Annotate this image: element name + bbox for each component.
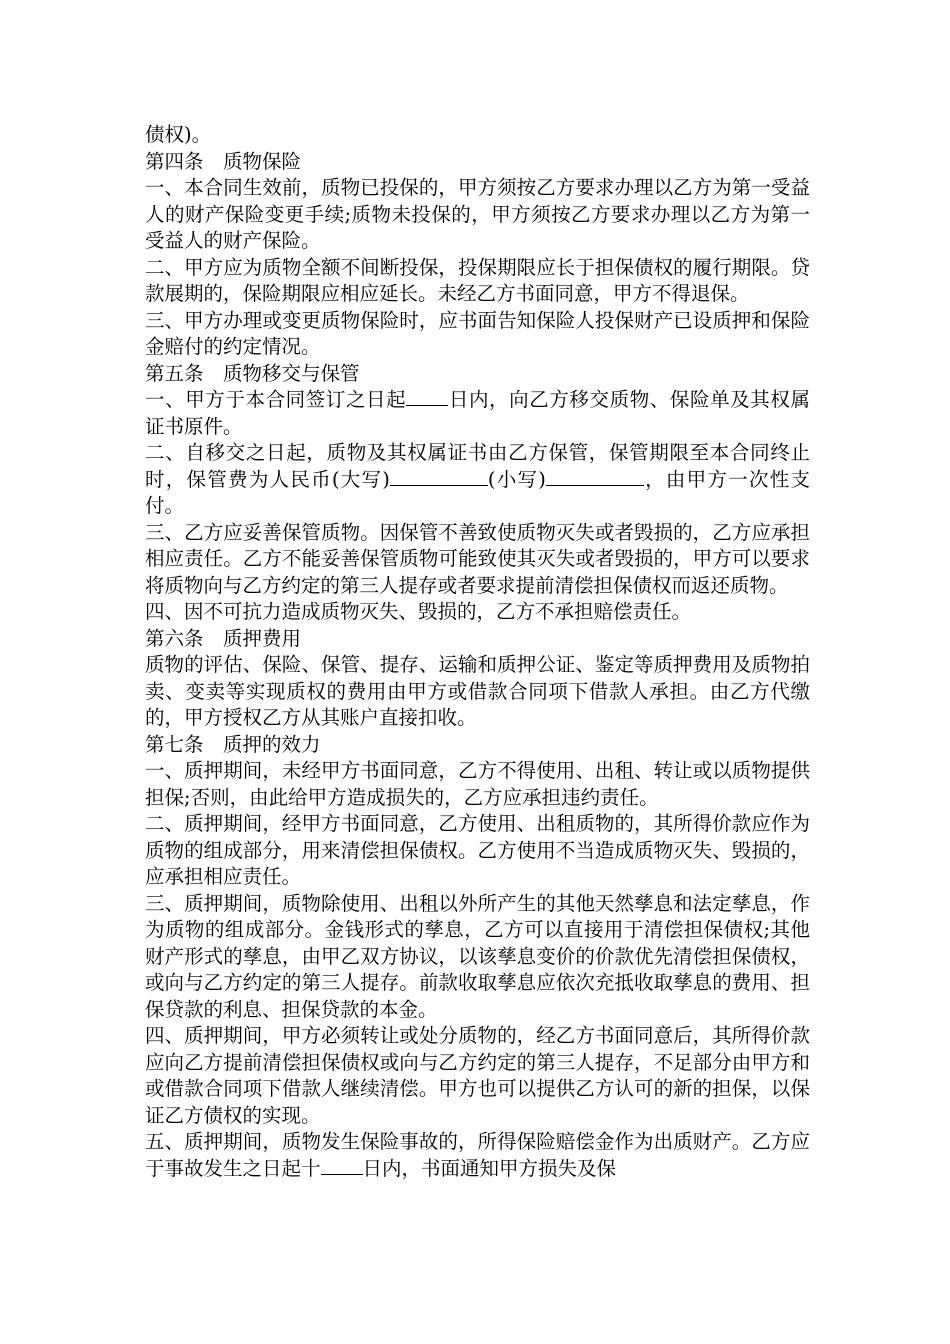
clause-text: (小写): [487, 467, 546, 491]
article-5-clause-3: 三、乙方应妥善保管质物。因保管不善致使质物灭失或者毁损的，乙方应承担相应责任。乙方不能妥善保管质物可能致使其灭失或者毁损的，甲方可以要求将质物向与乙方约定的第三人提存或者要求提前清偿担保债权而返还质物。: [145, 520, 810, 597]
article-5-clause-1: [145, 387, 810, 440]
article-7-clause-3: 三、质押期间，质物除使用、出租以外所产生的其他天然孳息和法定孳息，作为质物的组成部分。金钱形式的孳息，乙方可以直接用于清偿担保债权;其他财产形式的孳息，由甲乙双方协议，以该孳息变价的价款优先清偿担保债权，或向与乙方约定的第三人提存。前款收取孳息应依次充抵收取孳息的费用、担保贷款的利息、担保贷款的本金。: [145, 891, 810, 1021]
clause-text: ，由甲方一次性支付。: [145, 467, 810, 517]
article-5-clause-2: [145, 440, 810, 520]
clause-text: 日内，向乙方移交质物、保险单及其权属证书原件。: [145, 388, 810, 438]
fill-in-blank-amount-uppercase: [390, 467, 488, 486]
fill-in-blank-days: [406, 387, 448, 406]
article-4-clause-1: 一、本合同生效前，质物已投保的，甲方须按乙方要求办理以乙方为第一受益人的财产保险变更手续;质物未投保的，甲方须按乙方要求办理以乙方为第一受益人的财产保险。: [145, 176, 810, 252]
clause-text: 五、质押期间，质物发生保险事故的，所得保险赔偿金作为出质财产。乙方应于事故发生之日起十: [145, 1130, 810, 1180]
article-6-heading: 第六条 质押费用: [145, 626, 302, 650]
document-page: [145, 122, 810, 1182]
clause-text: 一、甲方于本合同签订之日起: [145, 388, 407, 411]
article-5-heading: 第五条 质物移交与保管: [145, 361, 360, 385]
article-4-clause-2: 二、甲方应为质物全额不间断投保，投保期限应长于担保债权的履行期限。贷款展期的，保险期限应相应延长。未经乙方书面同意，甲方不得退保。: [145, 255, 810, 305]
article-7-clause-4: 四、质押期间，甲方必须转让或处分质物的，经乙方书面同意后，其所得价款应向乙方提前清偿担保债权或向与乙方约定的第三人提存，不足部分由甲方和或借款合同项下借款人继续清偿。甲方也可以提供乙方认可的新的担保，以保证乙方债权的实现。: [145, 1024, 810, 1127]
fill-in-blank-days: [321, 1156, 363, 1175]
article-5-clause-4: 四、因不可抗力造成质物灭失、毁损的，乙方不承担赔偿责任。: [145, 600, 692, 623]
article-6-clause-1: 质物的评估、保险、保管、提存、运输和质押公证、鉴定等质押费用及质物拍卖、变卖等实现质权的费用由甲方或借款合同项下借款人承担。由乙方代缴的，甲方授权乙方从其账户直接扣收。: [145, 653, 810, 729]
article-7-clause-1: 一、质押期间，未经甲方书面同意，乙方不得使用、出租、转让或以质物提供担保;否则，由此给甲方造成损失的，乙方应承担违约责任。: [145, 759, 810, 809]
article-7-clause-2: 二、质押期间，经甲方书面同意，乙方使用、出租质物的，其所得价款应作为质物的组成部分，用来清偿担保债权。乙方使用不当造成质物灭失、毁损的，应承担相应责任。: [145, 812, 810, 888]
fill-in-blank-amount-lowercase: [546, 467, 644, 486]
clause-text: 二、自移交之日起，质物及其权属证书由乙方保管，保管期限至本合同终止时，保管费为人民币(大写): [145, 441, 810, 491]
paragraph-continuation: 债权)。: [145, 123, 212, 146]
article-7-clause-5: [145, 1129, 810, 1182]
article-7-heading: 第七条 质押的效力: [145, 732, 321, 756]
article-4-heading: 第四条 质物保险: [145, 149, 302, 173]
clause-text: 日内，书面通知甲方损失及保: [362, 1156, 617, 1180]
article-4-clause-3: 三、甲方办理或变更质物保险时，应书面告知保险人投保财产已设质押和保险金赔付的约定情况。: [145, 308, 810, 358]
